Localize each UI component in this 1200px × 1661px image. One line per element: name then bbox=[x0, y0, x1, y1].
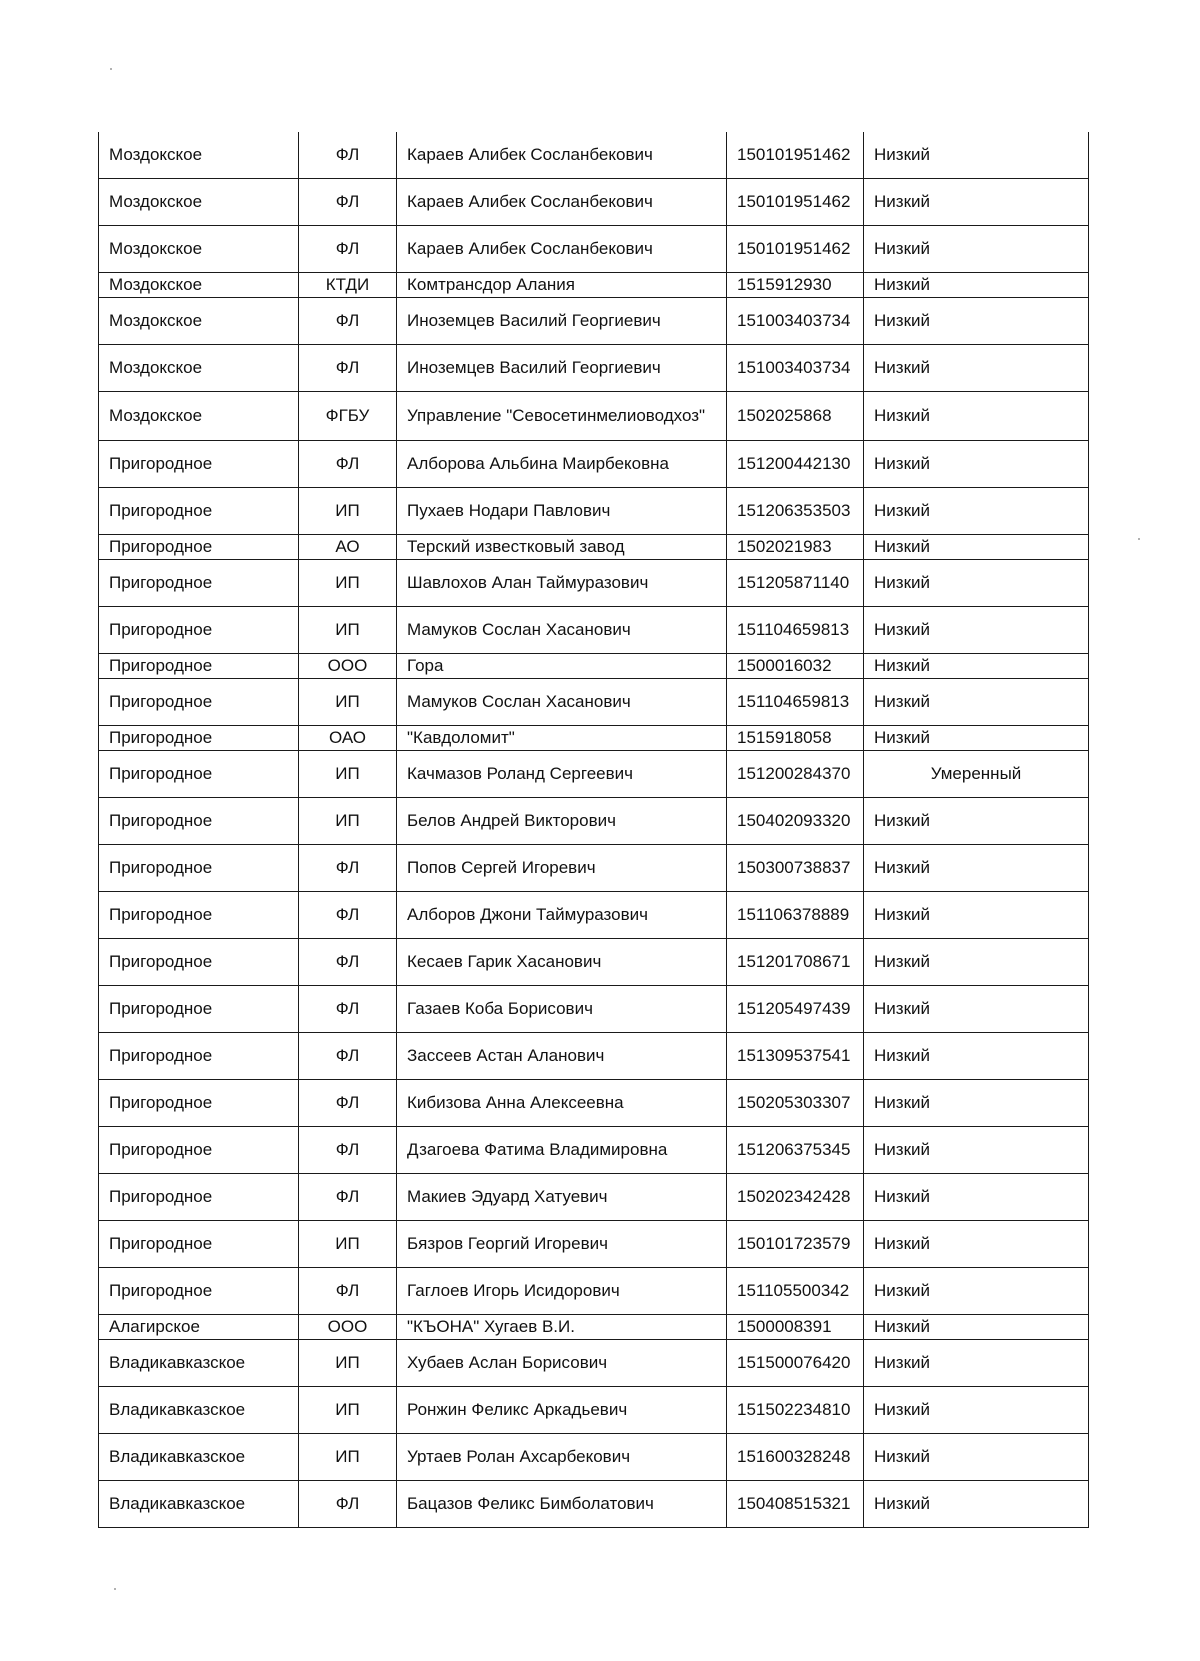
district-cell: Пригородное bbox=[99, 726, 299, 751]
inn-cell: 151205497439 bbox=[727, 986, 864, 1033]
entity-type-cell: ФЛ bbox=[299, 1481, 397, 1528]
entity-name-cell: Кесаев Гарик Хасанович bbox=[397, 939, 727, 986]
inn-cell: 150300738837 bbox=[727, 845, 864, 892]
table-row bbox=[99, 751, 1089, 798]
table-row bbox=[99, 986, 1089, 1033]
entity-name-cell: Ронжин Феликс Аркадьевич bbox=[397, 1387, 727, 1434]
table-row bbox=[99, 1315, 1089, 1340]
entity-name-cell: Макиев Эдуард Хатуевич bbox=[397, 1174, 727, 1221]
inn-cell: 1515918058 bbox=[727, 726, 864, 751]
entity-name-cell: Караев Алибек Сосланбекович bbox=[397, 132, 727, 179]
table-row bbox=[99, 392, 1089, 441]
entity-name-cell: Иноземцев Василий Георгиевич bbox=[397, 298, 727, 345]
entity-name-cell: Газаев Коба Борисович bbox=[397, 986, 727, 1033]
inn-cell: 150101951462 bbox=[727, 179, 864, 226]
inn-cell: 151104659813 bbox=[727, 607, 864, 654]
entity-type-cell: КТДИ bbox=[299, 273, 397, 298]
entity-name-cell: Бацазов Феликс Бимболатович bbox=[397, 1481, 727, 1528]
entity-type-cell: ИП bbox=[299, 560, 397, 607]
entity-name-cell: Попов Сергей Игоревич bbox=[397, 845, 727, 892]
risk-level-cell: Низкий bbox=[864, 726, 1089, 751]
risk-level-cell: Умеренный bbox=[864, 751, 1089, 798]
inn-cell: 151206353503 bbox=[727, 488, 864, 535]
inn-cell: 150402093320 bbox=[727, 798, 864, 845]
district-cell: Пригородное bbox=[99, 1127, 299, 1174]
risk-level-cell: Низкий bbox=[864, 132, 1089, 179]
risk-level-cell: Низкий bbox=[864, 1387, 1089, 1434]
table-row bbox=[99, 1080, 1089, 1127]
entity-name-cell: Гора bbox=[397, 654, 727, 679]
entity-type-cell: ФЛ bbox=[299, 1127, 397, 1174]
district-cell: Пригородное bbox=[99, 654, 299, 679]
table-row bbox=[99, 654, 1089, 679]
risk-level-cell: Низкий bbox=[864, 345, 1089, 392]
entity-type-cell: ИП bbox=[299, 1340, 397, 1387]
entity-type-cell: ФЛ bbox=[299, 132, 397, 179]
entity-type-cell: ФЛ bbox=[299, 939, 397, 986]
risk-level-cell: Низкий bbox=[864, 560, 1089, 607]
risk-level-cell: Низкий bbox=[864, 845, 1089, 892]
table-row bbox=[99, 1268, 1089, 1315]
district-cell: Пригородное bbox=[99, 488, 299, 535]
table-row bbox=[99, 1221, 1089, 1268]
table-row bbox=[99, 298, 1089, 345]
inn-cell: 150205303307 bbox=[727, 1080, 864, 1127]
inn-cell: 151003403734 bbox=[727, 345, 864, 392]
inn-cell: 151200284370 bbox=[727, 751, 864, 798]
entity-name-cell: Шавлохов Алан Таймуразович bbox=[397, 560, 727, 607]
entity-name-cell: Комтрансдор Алания bbox=[397, 273, 727, 298]
entity-name-cell: Алборова Альбина Маирбековна bbox=[397, 441, 727, 488]
risk-level-cell: Низкий bbox=[864, 441, 1089, 488]
scan-speck bbox=[1138, 538, 1140, 540]
district-cell: Моздокское bbox=[99, 345, 299, 392]
entity-type-cell: ИП bbox=[299, 488, 397, 535]
district-cell: Моздокское bbox=[99, 132, 299, 179]
inn-cell: 151205871140 bbox=[727, 560, 864, 607]
inn-cell: 150408515321 bbox=[727, 1481, 864, 1528]
risk-level-cell: Низкий bbox=[864, 1340, 1089, 1387]
district-cell: Пригородное bbox=[99, 751, 299, 798]
district-cell: Пригородное bbox=[99, 535, 299, 560]
risk-level-cell: Низкий bbox=[864, 939, 1089, 986]
district-cell: Пригородное bbox=[99, 560, 299, 607]
district-cell: Пригородное bbox=[99, 1174, 299, 1221]
district-cell: Моздокское bbox=[99, 273, 299, 298]
entity-name-cell: Караев Алибек Сосланбекович bbox=[397, 226, 727, 273]
entity-type-cell: ФЛ bbox=[299, 1174, 397, 1221]
inn-cell: 150101723579 bbox=[727, 1221, 864, 1268]
entity-name-cell: Бязров Георгий Игоревич bbox=[397, 1221, 727, 1268]
entity-name-cell: Терский известковый завод bbox=[397, 535, 727, 560]
risk-level-cell: Низкий bbox=[864, 1033, 1089, 1080]
district-cell: Владикавказское bbox=[99, 1434, 299, 1481]
risk-level-cell: Низкий bbox=[864, 1268, 1089, 1315]
entity-name-cell: Зассеев Астан Аланович bbox=[397, 1033, 727, 1080]
entity-name-cell: Караев Алибек Сосланбекович bbox=[397, 179, 727, 226]
district-cell: Пригородное bbox=[99, 939, 299, 986]
entity-type-cell: ИП bbox=[299, 1221, 397, 1268]
inn-cell: 151104659813 bbox=[727, 679, 864, 726]
risk-level-cell: Низкий bbox=[864, 1481, 1089, 1528]
district-cell: Пригородное bbox=[99, 441, 299, 488]
risk-level-cell: Низкий bbox=[864, 607, 1089, 654]
entity-name-cell: "Кавдоломит" bbox=[397, 726, 727, 751]
table-row bbox=[99, 1387, 1089, 1434]
table-row bbox=[99, 726, 1089, 751]
district-cell: Пригородное bbox=[99, 845, 299, 892]
entity-type-cell: ИП bbox=[299, 607, 397, 654]
district-cell: Моздокское bbox=[99, 392, 299, 441]
entity-type-cell: ФГБУ bbox=[299, 392, 397, 441]
table-row bbox=[99, 845, 1089, 892]
entity-name-cell: Мамуков Сослан Хасанович bbox=[397, 607, 727, 654]
entity-type-cell: ФЛ bbox=[299, 226, 397, 273]
table-row bbox=[99, 441, 1089, 488]
entity-name-cell: Дзагоева Фатима Владимировна bbox=[397, 1127, 727, 1174]
inn-cell: 1500016032 bbox=[727, 654, 864, 679]
entity-name-cell: Качмазов Роланд Сергеевич bbox=[397, 751, 727, 798]
entity-type-cell: ФЛ bbox=[299, 892, 397, 939]
risk-level-cell: Низкий bbox=[864, 892, 1089, 939]
district-cell: Пригородное bbox=[99, 798, 299, 845]
risk-level-cell: Низкий bbox=[864, 1315, 1089, 1340]
inn-cell: 1502021983 bbox=[727, 535, 864, 560]
district-cell: Владикавказское bbox=[99, 1340, 299, 1387]
inn-cell: 151600328248 bbox=[727, 1434, 864, 1481]
inn-cell: 1500008391 bbox=[727, 1315, 864, 1340]
inn-cell: 151309537541 bbox=[727, 1033, 864, 1080]
risk-level-cell: Низкий bbox=[864, 1080, 1089, 1127]
risk-level-cell: Низкий bbox=[864, 488, 1089, 535]
entity-type-cell: ФЛ bbox=[299, 1033, 397, 1080]
risk-level-cell: Низкий bbox=[864, 654, 1089, 679]
risk-level-cell: Низкий bbox=[864, 1434, 1089, 1481]
inn-cell: 151200442130 bbox=[727, 441, 864, 488]
entity-type-cell: ООО bbox=[299, 1315, 397, 1340]
risk-level-cell: Низкий bbox=[864, 798, 1089, 845]
entity-name-cell: Белов Андрей Викторович bbox=[397, 798, 727, 845]
district-cell: Пригородное bbox=[99, 1080, 299, 1127]
risk-level-cell: Низкий bbox=[864, 1221, 1089, 1268]
inn-cell: 151502234810 bbox=[727, 1387, 864, 1434]
entity-type-cell: ОАО bbox=[299, 726, 397, 751]
entity-name-cell: Алборов Джони Таймуразович bbox=[397, 892, 727, 939]
entity-type-cell: ИП bbox=[299, 1434, 397, 1481]
district-cell: Пригородное bbox=[99, 607, 299, 654]
inn-cell: 151500076420 bbox=[727, 1340, 864, 1387]
table-row bbox=[99, 1434, 1089, 1481]
entity-type-cell: ООО bbox=[299, 654, 397, 679]
registry-table bbox=[98, 132, 1089, 1528]
table-row bbox=[99, 939, 1089, 986]
entity-name-cell: "КЪОНА" Хугаев В.И. bbox=[397, 1315, 727, 1340]
table-row bbox=[99, 273, 1089, 298]
table-row bbox=[99, 560, 1089, 607]
district-cell: Владикавказское bbox=[99, 1481, 299, 1528]
risk-level-cell: Низкий bbox=[864, 226, 1089, 273]
table-row bbox=[99, 179, 1089, 226]
entity-type-cell: ФЛ bbox=[299, 298, 397, 345]
risk-level-cell: Низкий bbox=[864, 1174, 1089, 1221]
table-row bbox=[99, 892, 1089, 939]
risk-level-cell: Низкий bbox=[864, 392, 1089, 441]
inn-cell: 151106378889 bbox=[727, 892, 864, 939]
table-row bbox=[99, 132, 1089, 179]
entity-name-cell: Пухаев Нодари Павлович bbox=[397, 488, 727, 535]
entity-type-cell: ИП bbox=[299, 679, 397, 726]
risk-level-cell: Низкий bbox=[864, 535, 1089, 560]
entity-type-cell: ИП bbox=[299, 1387, 397, 1434]
risk-level-cell: Низкий bbox=[864, 298, 1089, 345]
entity-type-cell: ИП bbox=[299, 751, 397, 798]
table-row bbox=[99, 1033, 1089, 1080]
table-row bbox=[99, 679, 1089, 726]
entity-type-cell: ФЛ bbox=[299, 1080, 397, 1127]
scan-speck bbox=[110, 68, 112, 70]
district-cell: Моздокское bbox=[99, 298, 299, 345]
entity-name-cell: Хубаев Аслан Борисович bbox=[397, 1340, 727, 1387]
district-cell: Пригородное bbox=[99, 1033, 299, 1080]
district-cell: Пригородное bbox=[99, 1268, 299, 1315]
entity-type-cell: ФЛ bbox=[299, 441, 397, 488]
district-cell: Алагирское bbox=[99, 1315, 299, 1340]
district-cell: Моздокское bbox=[99, 226, 299, 273]
entity-type-cell: ФЛ bbox=[299, 845, 397, 892]
inn-cell: 1502025868 bbox=[727, 392, 864, 441]
inn-cell: 150202342428 bbox=[727, 1174, 864, 1221]
inn-cell: 1515912930 bbox=[727, 273, 864, 298]
risk-level-cell: Низкий bbox=[864, 986, 1089, 1033]
table-row bbox=[99, 488, 1089, 535]
entity-type-cell: ФЛ bbox=[299, 986, 397, 1033]
entity-name-cell: Кибизова Анна Алексеевна bbox=[397, 1080, 727, 1127]
district-cell: Пригородное bbox=[99, 892, 299, 939]
entity-type-cell: АО bbox=[299, 535, 397, 560]
risk-level-cell: Низкий bbox=[864, 1127, 1089, 1174]
table-row bbox=[99, 1127, 1089, 1174]
risk-level-cell: Низкий bbox=[864, 273, 1089, 298]
table-row bbox=[99, 1174, 1089, 1221]
district-cell: Пригородное bbox=[99, 986, 299, 1033]
table-row bbox=[99, 345, 1089, 392]
scan-speck bbox=[114, 1588, 116, 1590]
district-cell: Моздокское bbox=[99, 179, 299, 226]
district-cell: Пригородное bbox=[99, 1221, 299, 1268]
inn-cell: 150101951462 bbox=[727, 226, 864, 273]
inn-cell: 151105500342 bbox=[727, 1268, 864, 1315]
table-row bbox=[99, 1340, 1089, 1387]
district-cell: Пригородное bbox=[99, 679, 299, 726]
inn-cell: 151206375345 bbox=[727, 1127, 864, 1174]
risk-level-cell: Низкий bbox=[864, 179, 1089, 226]
entity-type-cell: ФЛ bbox=[299, 345, 397, 392]
table-row bbox=[99, 798, 1089, 845]
entity-type-cell: ФЛ bbox=[299, 1268, 397, 1315]
table-row bbox=[99, 607, 1089, 654]
table-row bbox=[99, 1481, 1089, 1528]
table-row bbox=[99, 226, 1089, 273]
entity-name-cell: Иноземцев Василий Георгиевич bbox=[397, 345, 727, 392]
district-cell: Владикавказское bbox=[99, 1387, 299, 1434]
entity-type-cell: ФЛ bbox=[299, 179, 397, 226]
entity-name-cell: Уртаев Ролан Ахсарбекович bbox=[397, 1434, 727, 1481]
inn-cell: 151003403734 bbox=[727, 298, 864, 345]
inn-cell: 151201708671 bbox=[727, 939, 864, 986]
table-row bbox=[99, 535, 1089, 560]
risk-level-cell: Низкий bbox=[864, 679, 1089, 726]
inn-cell: 150101951462 bbox=[727, 132, 864, 179]
entity-name-cell: Гаглоев Игорь Исидорович bbox=[397, 1268, 727, 1315]
entity-type-cell: ИП bbox=[299, 798, 397, 845]
entity-name-cell: Управление "Севосетинмелиоводхоз" bbox=[397, 392, 727, 441]
entity-name-cell: Мамуков Сослан Хасанович bbox=[397, 679, 727, 726]
